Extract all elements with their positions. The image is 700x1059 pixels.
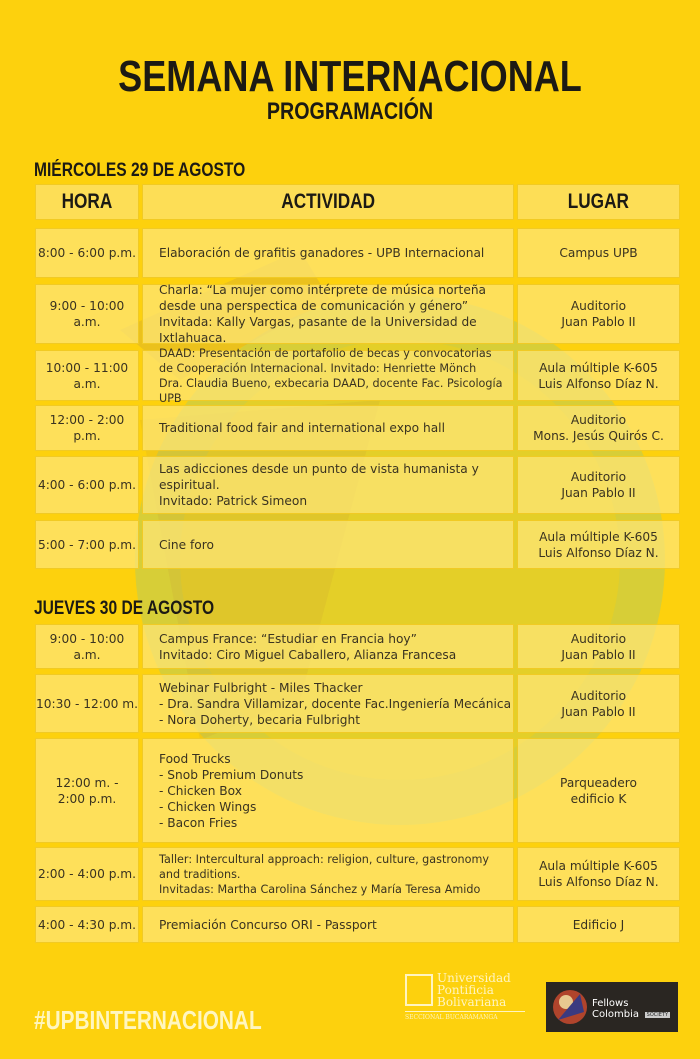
fellows-emblem-icon: [550, 982, 590, 1032]
hora-cell: [35, 847, 139, 901]
actividad-cell: [142, 738, 514, 843]
hora-cell-text: 5:00 - 7:00 p.m.: [37, 537, 137, 552]
actividad-cell: [142, 228, 514, 278]
upb-logo: [405, 972, 525, 1021]
hora-cell: [35, 738, 139, 843]
page-subtitle: PROGRAMACIÓN: [266, 98, 434, 125]
upb-shield-icon: [405, 974, 433, 1006]
hora-cell-text: 12:00 - 2:00 p.m.: [49, 413, 125, 443]
actividad-cell-text: Cine foro: [159, 537, 214, 552]
actividad-cell-text: Charla: “La mujer como intérprete de música norteña desde una perspectica de comunicación y género” Invitada: Kally Vargas, pasante de la Universidad de Ixtlahuaca.: [159, 283, 487, 345]
page-title: SEMANA INTERNACIONAL: [118, 52, 582, 101]
hora-cell: [35, 350, 139, 401]
actividad-cell: [142, 520, 514, 569]
hora-cell-text: 12:00 m. - 2:00 p.m.: [55, 775, 119, 806]
hora-cell-text: 2:00 - 4:00 p.m.: [37, 867, 137, 881]
lugar-cell: [517, 847, 680, 901]
lugar-cell-text: Parqueadero edificio K: [560, 775, 637, 806]
column-header-lugar-text: LUGAR: [567, 190, 630, 213]
hora-cell: [35, 284, 139, 344]
lugar-cell-text: Auditorio Mons. Jesús Quirós C.: [533, 413, 664, 443]
upb-logo-line: Pontificia: [437, 983, 494, 997]
actividad-cell-text: Food Trucks - Snob Premium Donuts - Chicken Box - Chicken Wings - Bacon Fries: [159, 751, 304, 830]
lugar-cell-text: Auditorio Juan Pablo II: [561, 631, 636, 662]
hora-cell: [35, 405, 139, 451]
actividad-cell-text: Las adicciones desde un punto de vista humanista y espiritual. Invitado: Patrick Simeon: [159, 462, 479, 508]
hora-cell-text: 10:00 - 11:00 a.m.: [45, 360, 129, 391]
actividad-cell: [142, 847, 514, 901]
lugar-cell-text: Campus UPB: [559, 246, 638, 260]
fellows-logo-sub: SOCIETY: [646, 1012, 668, 1018]
hora-cell: [35, 624, 139, 669]
actividad-cell-text: Elaboración de grafitis ganadores - UPB Internacional: [159, 246, 485, 260]
lugar-cell: [517, 350, 680, 401]
lugar-cell-text: Aula múltiple K-605 Luis Alfonso Díaz N.: [538, 529, 659, 560]
hora-cell-text: 9:00 - 10:00 a.m.: [49, 631, 125, 662]
hora-cell-text: 4:00 - 4:30 p.m.: [37, 917, 137, 932]
actividad-cell: [142, 456, 514, 514]
fellows-logo-text: Fellows Colombia: [592, 998, 639, 1020]
lugar-cell: [517, 624, 680, 669]
upb-logo-seccional: SECCIONAL BUCARAMANGA: [405, 1011, 525, 1021]
fellows-colombia-logo: [546, 982, 678, 1032]
column-header-lugar: [517, 184, 680, 220]
hora-cell-text: 4:00 - 6:00 p.m.: [37, 478, 137, 492]
lugar-cell-text: Edificio J: [572, 917, 625, 932]
lugar-cell-text: Auditorio Juan Pablo II: [561, 470, 636, 500]
hora-cell-text: 9:00 - 10:00 a.m.: [49, 299, 125, 329]
lugar-cell: [517, 906, 680, 943]
lugar-cell: [517, 405, 680, 451]
day-heading: JUEVES 30 DE AGOSTO: [34, 598, 215, 619]
upb-logo-line: Bolivariana: [437, 995, 507, 1009]
hora-cell: [35, 906, 139, 943]
hora-cell: [35, 674, 139, 733]
lugar-cell-text: Auditorio Juan Pablo II: [561, 688, 636, 719]
lugar-cell-text: Auditorio Juan Pablo II: [561, 299, 636, 329]
actividad-cell: [142, 405, 514, 451]
lugar-cell: [517, 456, 680, 514]
lugar-cell: [517, 520, 680, 569]
lugar-cell: [517, 228, 680, 278]
upb-logo-line: Universidad: [437, 971, 511, 985]
actividad-cell: [142, 906, 514, 943]
actividad-cell-text: Webinar Fulbright - Miles Thacker - Dra. Sandra Villamizar, docente Fac.Ingeniería Mecánica - Nora Doherty, becaria Fulbright: [159, 680, 512, 727]
lugar-cell: [517, 284, 680, 344]
hora-cell: [35, 456, 139, 514]
lugar-cell: [517, 674, 680, 733]
actividad-cell: [142, 346, 514, 405]
hora-cell-text: 8:00 - 6:00 p.m.: [37, 246, 137, 260]
column-header-hora: [35, 184, 139, 220]
lugar-cell: [517, 738, 680, 843]
actividad-cell-text: Taller: Intercultural approach: religion, culture, gastronomy and traditions. Invitadas: Martha Carolina Sánchez y María Teresa Amido: [159, 852, 490, 896]
actividad-cell-text: Campus France: “Estudiar en Francia hoy” Invitado: Ciro Miguel Caballero, Alianza Francesa: [159, 631, 457, 662]
actividad-cell-text: DAAD: Presentación de portafolio de becas y convocatorias de Cooperación Internacional. Invitado: Henriette Mönch Dra. Claudia Bueno, exbecaria DAAD, docente Fac. Psicología UPB: [159, 346, 503, 405]
hora-cell-text: 10:30 - 12:00 m.: [36, 696, 139, 711]
column-header-actividad-text: ACTIVIDAD: [281, 190, 375, 213]
column-header-hora-text: HORA: [61, 190, 113, 213]
day-heading: MIÉRCOLES 29 DE AGOSTO: [34, 160, 246, 181]
actividad-cell: [142, 674, 514, 733]
column-header-actividad: [142, 184, 514, 220]
actividad-cell-text: Traditional food fair and international expo hall: [159, 421, 445, 435]
hora-cell: [35, 228, 139, 278]
hora-cell: [35, 520, 139, 569]
actividad-cell-text: Premiación Concurso ORI - Passport: [159, 917, 377, 932]
actividad-cell: [142, 624, 514, 669]
lugar-cell-text: Aula múltiple K-605 Luis Alfonso Díaz N.: [538, 859, 659, 889]
hashtag: #UPBINTERNACIONAL: [34, 1005, 262, 1035]
actividad-cell: [142, 284, 514, 344]
lugar-cell-text: Aula múltiple K-605 Luis Alfonso Díaz N.: [538, 360, 659, 391]
